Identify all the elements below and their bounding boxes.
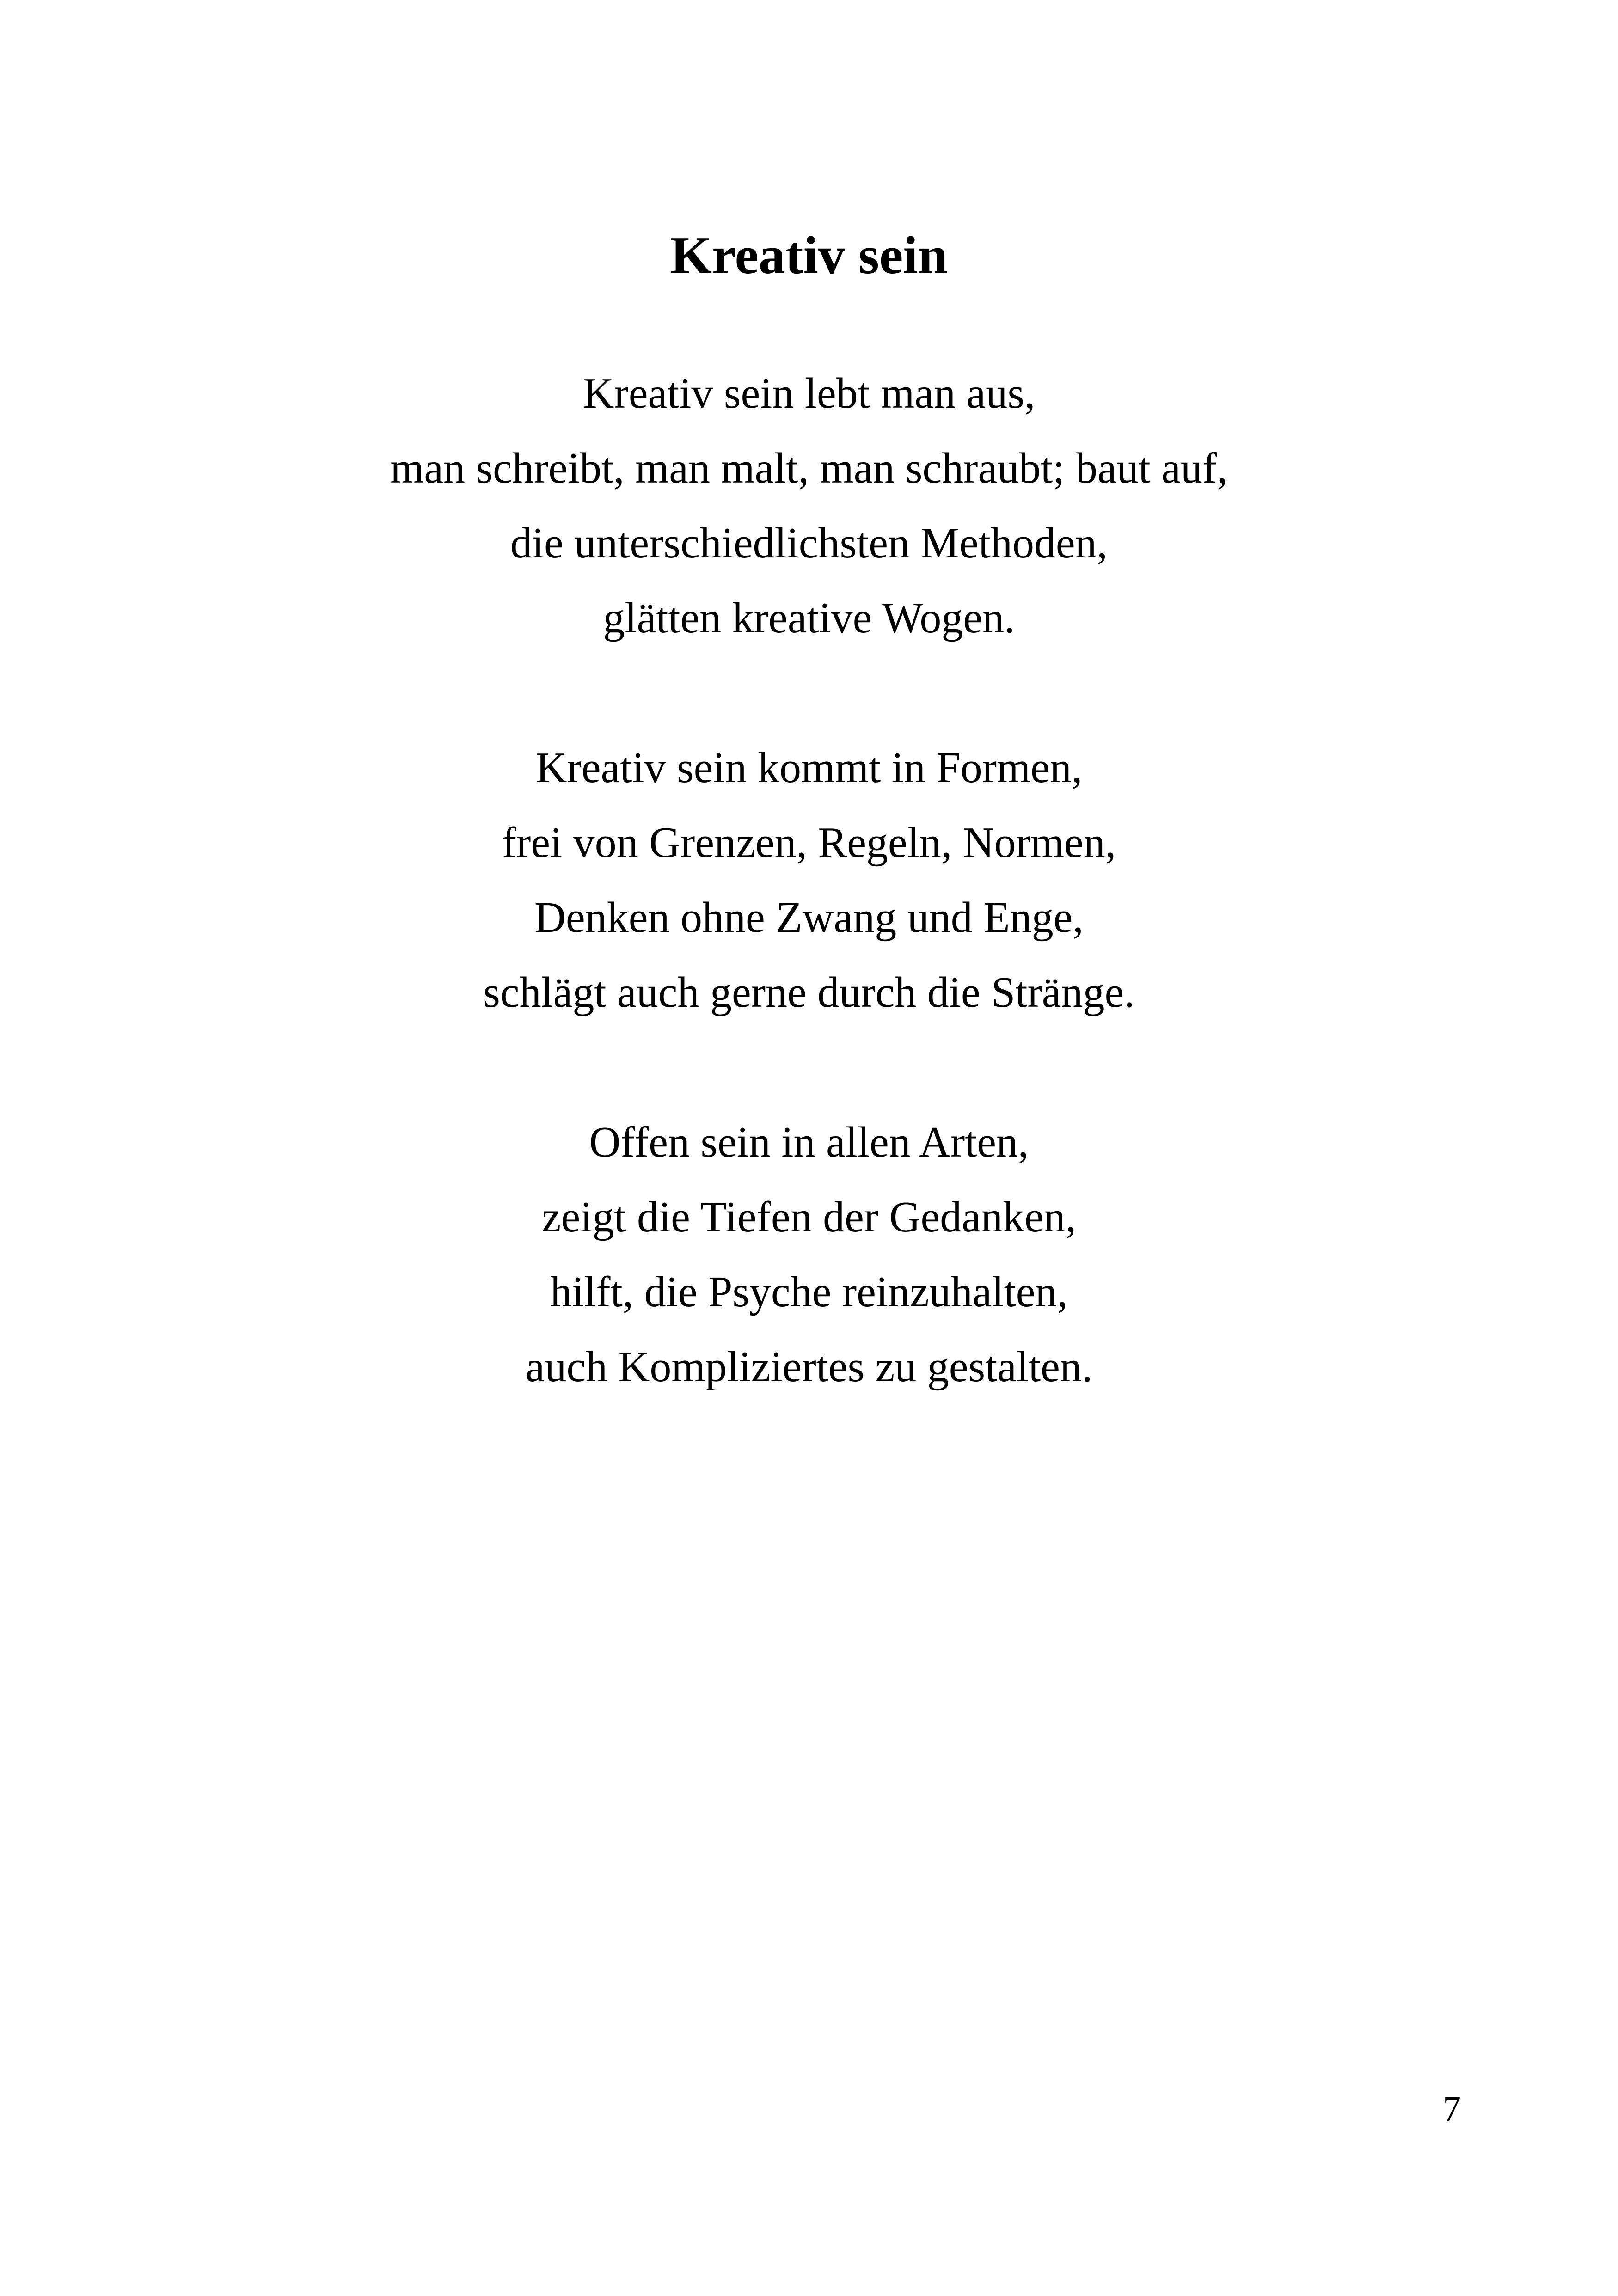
poem-line: zeigt die Tiefen der Gedanken, bbox=[541, 1193, 1077, 1241]
stanza-1 bbox=[0, 356, 1618, 655]
page-number: 7 bbox=[1443, 2088, 1461, 2129]
poem-line: auch Kompliziertes zu gestalten. bbox=[525, 1343, 1093, 1391]
poem-line: Offen sein in allen Arten, bbox=[589, 1118, 1029, 1166]
poem-line: schlägt auch gerne durch die Stränge. bbox=[483, 968, 1135, 1016]
poem-line: Denken ohne Zwang und Enge, bbox=[534, 894, 1084, 942]
stanza-2 bbox=[0, 730, 1618, 1030]
poem-title: Kreativ sein bbox=[670, 226, 948, 285]
poem-line: hilft, die Psyche reinzuhalten, bbox=[550, 1268, 1068, 1316]
poem-line: man schreibt, man malt, man schraubt; baut auf, bbox=[390, 444, 1228, 492]
poem-line: frei von Grenzen, Regeln, Normen, bbox=[502, 819, 1116, 867]
poem-line: glätten kreative Wogen. bbox=[603, 594, 1015, 642]
poem-line: Kreativ sein lebt man aus, bbox=[582, 369, 1036, 417]
poem-line: die unterschiedlichsten Methoden, bbox=[510, 519, 1108, 567]
poem-line: Kreativ sein kommt in Formen, bbox=[535, 744, 1083, 792]
stanza-3 bbox=[0, 1105, 1618, 1404]
